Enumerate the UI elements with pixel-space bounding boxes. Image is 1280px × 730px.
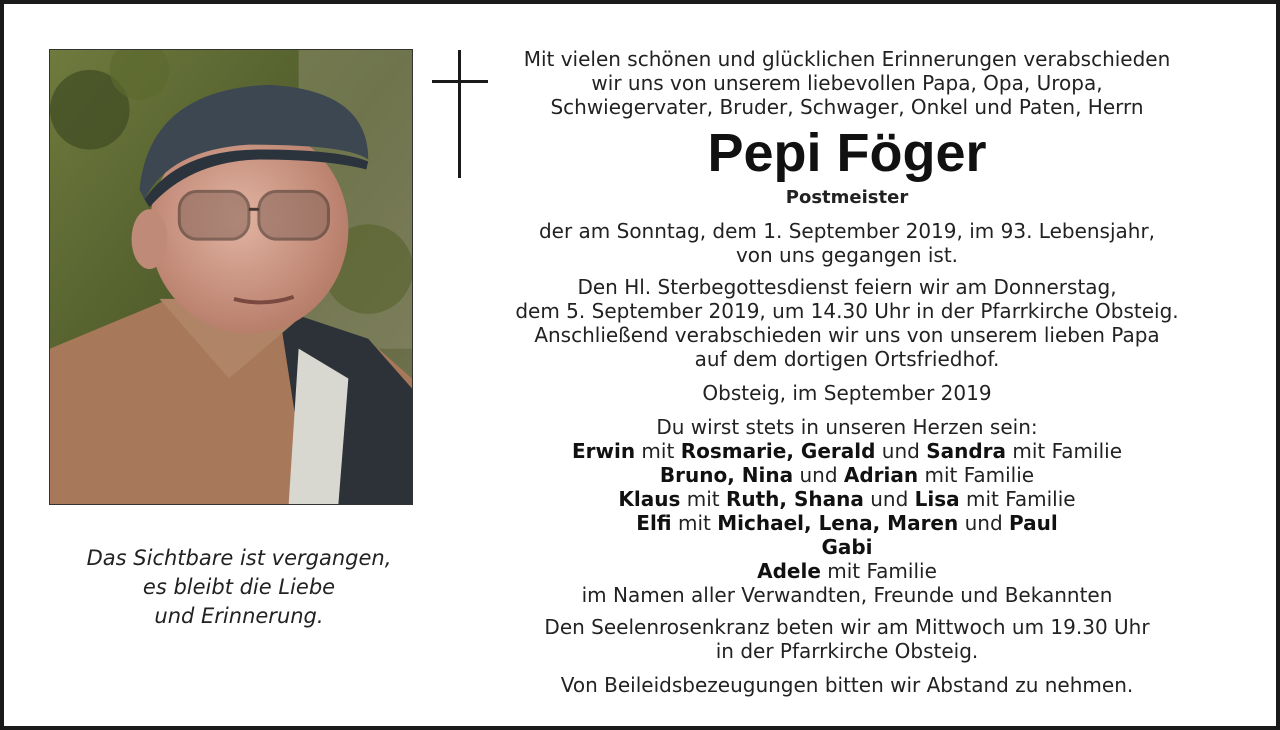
death-line: der am Sonntag, dem 1. September 2019, im 93. Lebensjahr,	[538, 219, 1156, 243]
rosary-line: Den Seelenrosenkranz beten wir am Mittwoch um 19.30 Uhr	[544, 615, 1150, 639]
mourners-line: Adele mit Familie	[757, 559, 937, 583]
intro-line: wir uns von unserem liebevollen Papa, Opa, Uropa,	[591, 71, 1103, 95]
funeral-line: Den Hl. Sterbegottesdienst feiern wir am Donnerstag,	[577, 275, 1117, 299]
funeral-line: dem 5. September 2019, um 14.30 Uhr in der Pfarrkirche Obsteig.	[515, 299, 1179, 323]
on-behalf-line: im Namen aller Verwandten, Freunde und Bekannten	[581, 583, 1113, 607]
memorial-quote	[44, 544, 434, 631]
funeral-line: Anschließend verabschieden wir uns von unserem lieben Papa	[534, 323, 1160, 347]
place-date: Obsteig, im September 2019	[702, 381, 992, 405]
portrait-photo	[49, 49, 413, 505]
funeral-line: auf dem dortigen Ortsfriedhof.	[694, 347, 1000, 371]
deceased-occupation: Postmeister	[785, 187, 909, 208]
rosary-line: in der Pfarrkirche Obsteig.	[715, 639, 979, 663]
notice-text	[494, 47, 1200, 697]
mourners-line: Bruno, Nina und Adrian mit Familie	[659, 463, 1035, 487]
mourners-line: Gabi	[821, 535, 873, 559]
death-line: von uns gegangen ist.	[735, 243, 959, 267]
quote-line: es bleibt die Liebe	[142, 575, 336, 599]
intro-line: Mit vielen schönen und glücklichen Erinnerungen verabschieden	[523, 47, 1171, 71]
portrait-illustration	[50, 50, 412, 504]
mourners-line: Klaus mit Ruth, Shana und Lisa mit Familie	[618, 487, 1076, 511]
intro-line: Schwiegervater, Bruder, Schwager, Onkel und Paten, Herrn	[550, 95, 1144, 119]
quote-line: und Erinnerung.	[154, 604, 324, 628]
cross-icon	[432, 50, 488, 178]
mourners-intro: Du wirst stets in unseren Herzen sein:	[656, 415, 1038, 439]
closing-line: Von Beileidsbezeugungen bitten wir Abstand zu nehmen.	[560, 673, 1134, 697]
mourners-line: Elfi mit Michael, Lena, Maren und Paul	[636, 511, 1058, 535]
mourners-line: Erwin mit Rosmarie, Gerald und Sandra mit Familie	[571, 439, 1123, 463]
quote-line: Das Sichtbare ist vergangen,	[86, 546, 392, 570]
deceased-name: Pepi Föger	[707, 123, 987, 183]
